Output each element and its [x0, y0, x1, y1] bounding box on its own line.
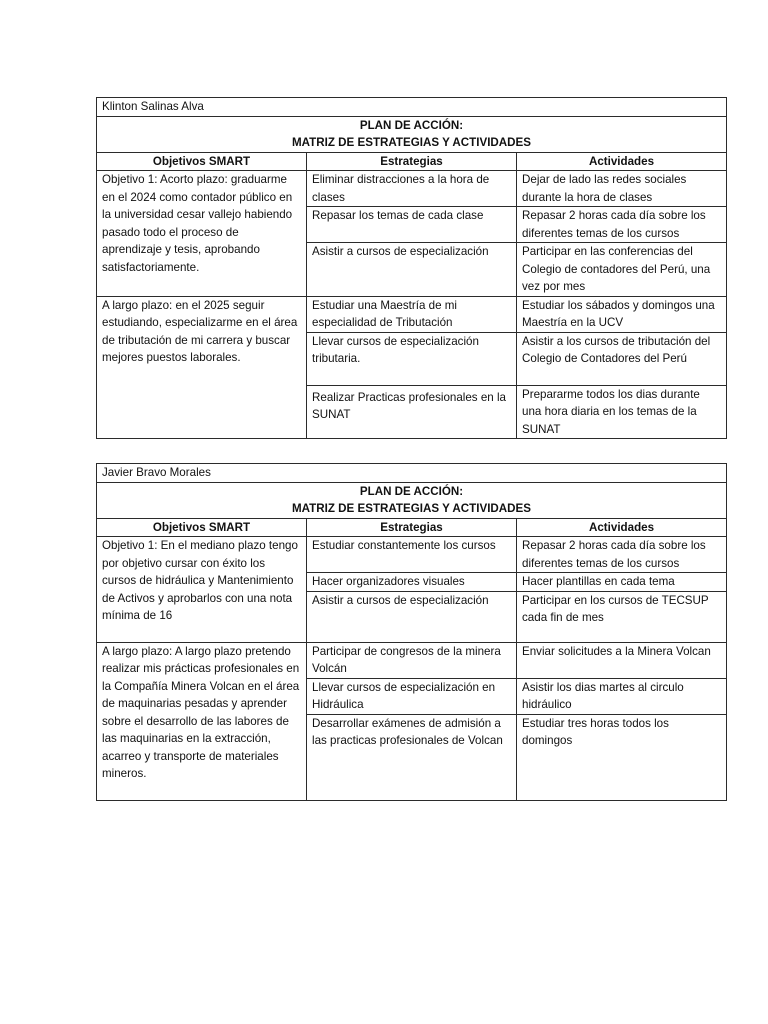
student-name: Klinton Salinas Alva: [97, 98, 727, 117]
table-row: [97, 537, 727, 573]
strategy-cell: Estudiar constantemente los cursos: [307, 537, 517, 573]
activity-cell: Dejar de lado las redes sociales durante la hora de clases: [517, 171, 727, 207]
plan-heading-row: [97, 482, 727, 518]
plan-title: PLAN DE ACCIÓN:: [359, 118, 464, 132]
strategy-cell: Asistir a cursos de especialización: [307, 243, 517, 297]
activity-cell: Asistir los dias martes al circulo hidráulico: [517, 678, 727, 714]
plan-subtitle: MATRIZ DE ESTRATEGIAS Y ACTIVIDADES: [292, 136, 531, 149]
strategy-cell: Asistir a cursos de especialización: [307, 591, 517, 642]
plan-heading: [97, 116, 727, 152]
activity-cell: Enviar solicitudes a la Minera Volcan: [517, 642, 727, 678]
table-row: [97, 296, 727, 332]
strategy-cell: Participar de congresos de la minera Volcán: [307, 642, 517, 678]
objective-cell: Objetivo 1: En el mediano plazo tengo por objetivo cursar con éxito los cursos de hidráulica y Mantenimiento de Activos y aprobarlos con una nota mínima de 16: [97, 537, 307, 643]
strategy-cell: Llevar cursos de especialización en Hidráulica: [307, 678, 517, 714]
student-row: [97, 98, 727, 117]
column-header-row: [97, 518, 727, 537]
student-row: [97, 464, 727, 483]
column-header-objectives: Objetivos SMART: [97, 152, 307, 171]
strategy-cell: Llevar cursos de especialización tributaria.: [307, 332, 517, 385]
activity-cell: Hacer plantillas en cada tema: [517, 573, 727, 592]
activity-cell: Estudiar tres horas todos los domingos: [517, 714, 727, 800]
student-name: Javier Bravo Morales: [97, 464, 727, 483]
plan-title: PLAN DE ACCIÓN:: [359, 484, 464, 498]
strategy-cell: Realizar Practicas profesionales en la SUNAT: [307, 385, 517, 439]
activity-cell: Prepararme todos los dias durante una hora diaria en los temas de la SUNAT: [517, 385, 727, 439]
activity-cell: Asistir a los cursos de tributación del Colegio de Contadores del Perú: [517, 332, 727, 385]
activity-cell: Estudiar los sábados y domingos una Maestría en la UCV: [517, 296, 727, 332]
action-plan-table-2: [96, 463, 727, 801]
activity-cell: Participar en las conferencias del Colegio de contadores del Perú, una vez por mes: [517, 243, 727, 297]
column-header-objectives: Objetivos SMART: [97, 518, 307, 537]
plan-heading-row: [97, 116, 727, 152]
strategy-cell: Eliminar distracciones a la hora de clases: [307, 171, 517, 207]
strategy-cell: Estudiar una Maestría de mi especialidad de Tributación: [307, 296, 517, 332]
strategy-cell: Hacer organizadores visuales: [307, 573, 517, 592]
objective-cell: A largo plazo: en el 2025 seguir estudiando, especializarme en el área de tributación de mi carrera y buscar mejores puestos laborales.: [97, 296, 307, 439]
activity-cell: Repasar 2 horas cada día sobre los diferentes temas de los cursos: [517, 207, 727, 243]
column-header-activities: Actividades: [517, 152, 727, 171]
plan-subtitle: MATRIZ DE ESTRATEGIAS Y ACTIVIDADES: [292, 502, 531, 515]
strategy-cell: Desarrollar exámenes de admisión a las practicas profesionales de Volcan: [307, 714, 517, 800]
activity-cell: Participar en los cursos de TECSUP cada fin de mes: [517, 591, 727, 642]
objective-cell: A largo plazo: A largo plazo pretendo realizar mis prácticas profesionales en la Compañía Minera Volcan en el área de maquinarias pesadas y aprender sobre el desarrollo de las labores de las maquinarias en la extracción, acarreo y transporte de materiales mineros.: [97, 642, 307, 800]
column-header-activities: Actividades: [517, 518, 727, 537]
strategy-cell: Repasar los temas de cada clase: [307, 207, 517, 243]
column-header-strategies: Estrategias: [307, 152, 517, 171]
table-row: [97, 642, 727, 678]
plan-heading: [97, 482, 727, 518]
table-row: [97, 171, 727, 207]
column-header-row: [97, 152, 727, 171]
activity-cell: Repasar 2 horas cada día sobre los diferentes temas de los cursos: [517, 537, 727, 573]
column-header-strategies: Estrategias: [307, 518, 517, 537]
action-plan-table-1: [96, 97, 727, 439]
objective-cell: Objetivo 1: Acorto plazo: graduarme en el 2024 como contador público en la universidad cesar vallejo habiendo pasado todo el proceso de aprendizaje y tesis, aprobando satisfactoriamente.: [97, 171, 307, 297]
